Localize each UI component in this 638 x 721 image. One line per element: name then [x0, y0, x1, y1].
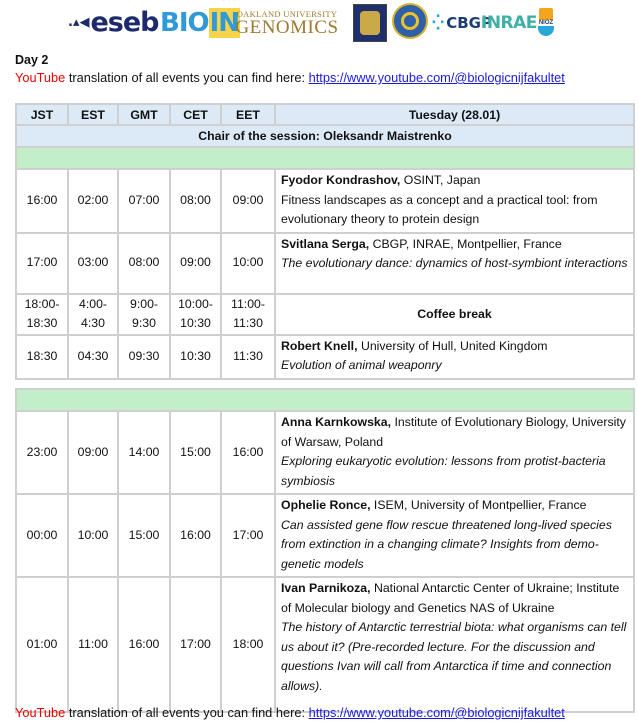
time-jst: 17:00 [16, 233, 68, 294]
time-est: 11:00 [68, 577, 118, 712]
time-gmt: 09:30 [118, 335, 170, 379]
time-jst: 23:00 [16, 411, 68, 494]
time-est: 10:00 [68, 494, 118, 577]
time-eet: 18:00 [221, 577, 275, 712]
header-day: Tuesday (28.01) [275, 104, 634, 125]
cbgp-logo: ⁛ CBGP [432, 14, 492, 32]
time-gmt: 9:00- 9:30 [118, 294, 170, 335]
time-est: 03:00 [68, 233, 118, 294]
eseb-logo: .▴◀ eseb [68, 6, 159, 38]
speaker-name: Anna Karnkowska, [281, 415, 392, 429]
session-chair: Chair of the session: Oleksandr Maistrenko [16, 125, 634, 147]
header-row [16, 104, 634, 125]
table-row [16, 335, 634, 379]
schedule-table-session-1 [15, 103, 635, 380]
time-jst: 18:00- 18:30 [16, 294, 68, 335]
speaker-name: Ophelie Ronce, [281, 498, 371, 512]
talk-title: Evolution of animal weaponry [281, 358, 442, 372]
time-est: 4:00- 4:30 [68, 294, 118, 335]
talk-cell [275, 494, 634, 577]
time-jst: 00:00 [16, 494, 68, 577]
time-eet: 11:30 [221, 335, 275, 379]
time-jst: 16:00 [16, 169, 68, 233]
academy-seal-logo [392, 3, 428, 39]
time-eet: 16:00 [221, 411, 275, 494]
youtube-notice-bottom [15, 705, 565, 720]
talk-title: The evolutionary dance: dynamics of host-symbiont interactions [281, 256, 628, 270]
speaker-name: Svitlana Serga, [281, 236, 370, 251]
time-cet: 16:00 [170, 494, 221, 577]
table-row [16, 233, 634, 294]
talk-title: Exploring eukaryotic evolution: lessons from protist-bacteria symbiosis [281, 454, 606, 488]
header-gmt: GMT [118, 104, 170, 125]
time-cet: 10:00- 10:30 [170, 294, 221, 335]
day-label: Day 2 [15, 53, 49, 67]
youtube-brand: YouTube [15, 705, 66, 720]
session-bar [16, 389, 634, 411]
speaker-affiliation: CBGP, INRAE, Montpellier, France [369, 236, 562, 251]
university-crest-logo [353, 4, 387, 42]
speaker-affiliation: OSINT, Japan [400, 173, 481, 187]
speaker-name: Ivan Parnikoza, [281, 581, 371, 595]
talk-title: Fitness landscapes as a concept and a practical tool: from evolutionary theory to protein design [281, 192, 598, 226]
speaker-name: Robert Knell, [281, 338, 358, 353]
time-cet: 10:30 [170, 335, 221, 379]
time-cet: 17:00 [170, 577, 221, 712]
time-est: 09:00 [68, 411, 118, 494]
speaker-name: Fyodor Kondrashov, [281, 173, 401, 187]
coffee-break-row [16, 294, 634, 335]
time-eet: 11:00- 11:30 [221, 294, 275, 335]
time-gmt: 14:00 [118, 411, 170, 494]
header-cet: CET [170, 104, 221, 125]
time-jst: 01:00 [16, 577, 68, 712]
time-gmt: 15:00 [118, 494, 170, 577]
time-eet: 17:00 [221, 494, 275, 577]
nioz-logo: NIOZ [536, 4, 556, 40]
youtube-text: translation of all events you can find here: [65, 70, 309, 85]
header-est: EST [68, 104, 118, 125]
time-eet: 09:00 [221, 169, 275, 233]
talk-cell [275, 411, 634, 494]
session-bar [16, 147, 634, 169]
talk-title: The history of Antarctic terrestrial biota: what organisms can tell us about it? (Pre-recorded lecture. For the discussion and questions Ivan will call from Antarctica if time and connection allows). [281, 620, 627, 693]
youtube-link[interactable]: https://www.youtube.com/@biologicnijfakultet [308, 705, 565, 720]
speaker-affiliation: Institute of Evolutionary Biology, University of Warsaw, Poland [281, 415, 626, 449]
talk-title: Can assisted gene flow rescue threatened long-lived species from extinction in a changing climate? Insights from demo-genetic models [281, 517, 612, 571]
coffee-break-label: Coffee break [275, 294, 634, 335]
talk-cell [275, 169, 634, 233]
time-cet: 15:00 [170, 411, 221, 494]
talk-cell [275, 335, 634, 379]
time-gmt: 07:00 [118, 169, 170, 233]
header-jst: JST [16, 104, 68, 125]
speaker-affiliation: National Antarctic Center of Ukraine; Institute of Molecular biology and Genetics NAS of Ukraine [281, 581, 620, 615]
speaker-affiliation: ISEM, University of Montpellier, France [370, 498, 587, 512]
youtube-text: translation of all events you can find here: [65, 705, 309, 720]
youtube-brand: YouTube [15, 70, 66, 85]
time-jst: 18:30 [16, 335, 68, 379]
time-gmt: 08:00 [118, 233, 170, 294]
bioin-logo: BIO IN [160, 8, 240, 38]
inrae-logo: INRAE [481, 13, 537, 33]
table-row [16, 411, 634, 494]
speaker-affiliation: University of Hull, United Kingdom [357, 338, 548, 353]
table-row [16, 577, 634, 712]
time-est: 04:30 [68, 335, 118, 379]
youtube-notice-top [15, 70, 565, 85]
talk-cell [275, 577, 634, 712]
table-row [16, 169, 634, 233]
time-cet: 09:00 [170, 233, 221, 294]
youtube-link[interactable]: https://www.youtube.com/@biologicnijfakultet [308, 70, 565, 85]
talk-cell [275, 233, 634, 294]
sponsor-logos [0, 2, 638, 42]
oakland-genomics-logo: OAKLAND UNIVERSITY GENOMICS [235, 9, 339, 38]
time-gmt: 16:00 [118, 577, 170, 712]
schedule-table-session-2 [15, 388, 635, 713]
chair-row [16, 125, 634, 147]
header-eet: EET [221, 104, 275, 125]
time-cet: 08:00 [170, 169, 221, 233]
table-row [16, 494, 634, 577]
time-est: 02:00 [68, 169, 118, 233]
time-eet: 10:00 [221, 233, 275, 294]
